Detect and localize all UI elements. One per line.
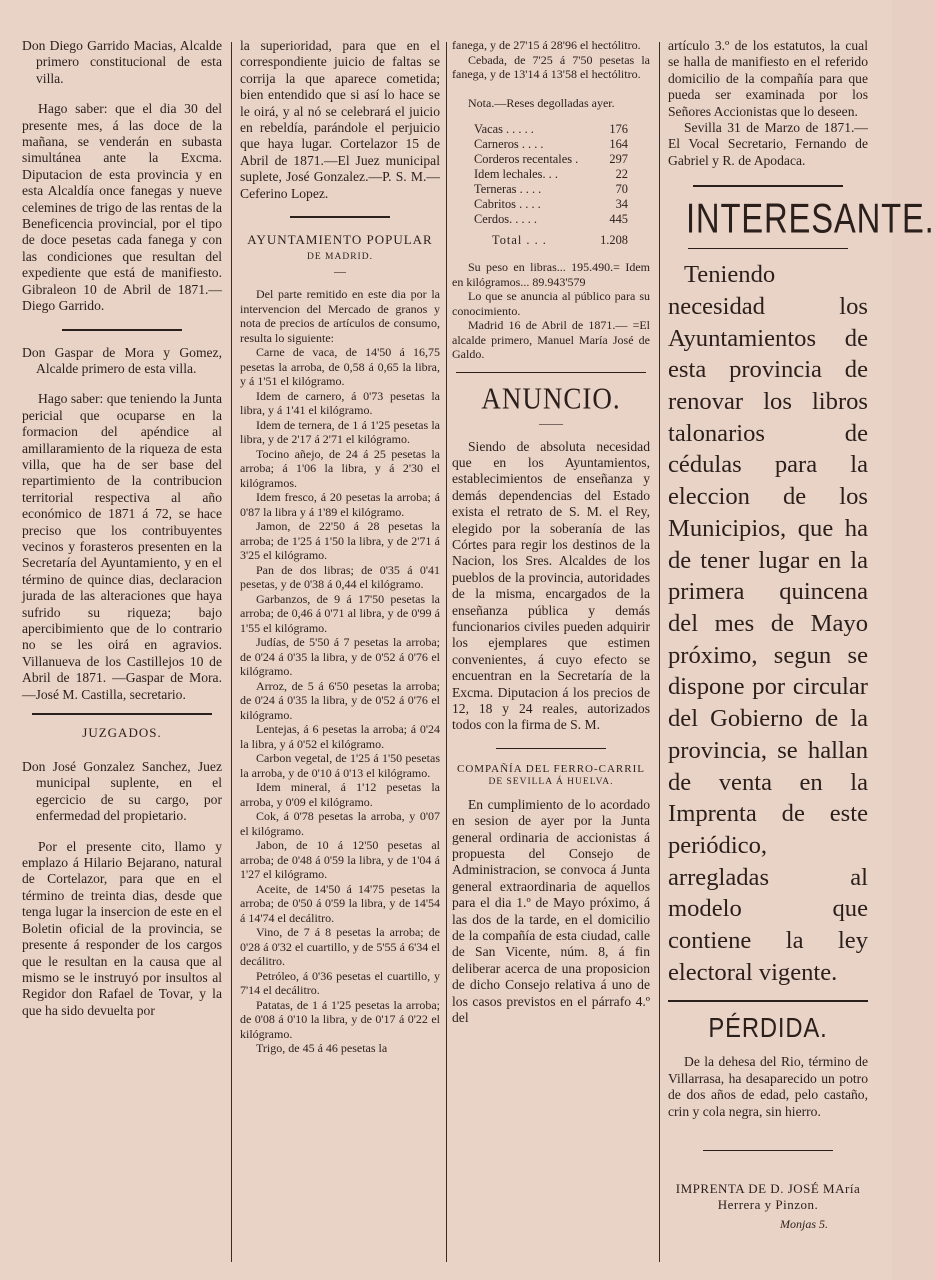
column-3 — [452, 38, 650, 1268]
price-entry: Cok, á 0'78 pesetas la arroba, y 0'07 el kilógramo. — [240, 809, 440, 838]
total-value: 1.208 — [600, 233, 628, 247]
cattle-label: Terneras . . . . — [474, 182, 542, 196]
table-row — [452, 167, 650, 182]
table-row — [452, 152, 650, 167]
price-entry: Garbanzos, de 9 á 17'50 pesetas la arroba; de 0,46 á 0'71 al libra, y de 0'99 á 1'55 el kilógramo. — [240, 591, 440, 635]
cattle-value: 176 — [609, 122, 628, 136]
column-4 — [668, 38, 935, 1268]
continuation-text: Cebada, de 7'25 á 7'50 pesetas la fanega, y de 13'14 á 13'58 el hectólitro. — [452, 52, 650, 81]
note-heading: Nota.—Reses degolladas ayer. — [468, 95, 615, 110]
separator — [688, 248, 848, 249]
separator — [693, 185, 843, 187]
price-entry: Judías, de 5'50 á 7 pesetas la arroba; de 0'24 á 0'35 la libra, y de 0'52 á 0'76 el kilógramo. — [240, 635, 440, 679]
column-divider — [231, 42, 232, 1262]
cattle-label: Cerdos. . . . . — [474, 212, 537, 226]
cattle-label: Carneros . . . . — [474, 137, 544, 151]
section-heading: AYUNTAMIENTO POPULAR — [247, 232, 433, 248]
separator — [62, 329, 182, 331]
company-body: En cumplimiento de lo acordado en sesion de ayer por la Junta general ordinaria de accionistas á propuesta del Consejo de Administracion, se convoca á Junta general extraordinaria de aquellos para el dia 1.º de Mayo próximo, á las dos de la tarde, en el domicilio de la compañía de esta ciudad, calle de San Vicente, núm. 8, á fin deliberar acerca de una proposicion de dicho Consejo relativa á uno de los casos previstos en el párrafo 4.º del — [452, 796, 650, 1026]
announce-text: Lo que se anuncia al público para su conocimiento. — [452, 289, 650, 318]
company-subheading: DE SEVILLA Á HUELVA. — [488, 776, 614, 787]
signature-text: Sevilla 31 de Marzo de 1871.—El Vocal Secretario, Fernando de Gabriel y R. de Apodaca. — [668, 120, 868, 168]
table-row — [452, 212, 650, 227]
table-row — [452, 122, 650, 137]
cattle-label: Cabritos . . . . — [474, 197, 541, 211]
price-entry: Idem mineral, á 1'12 pesetas la arroba, y 0'09 el kilógramo. — [240, 780, 440, 809]
price-entry: Jabon, de 10 á 12'50 pesetas al arroba; de 0'48 á 0'59 la libra, y de 1'04 á 1'27 el kilógramo. — [240, 838, 440, 882]
column-2 — [240, 38, 440, 1268]
price-entry: Lentejas, á 6 pesetas la arroba; á 0'24 la libra, y á 0'52 el kilógramo. — [240, 722, 440, 751]
separator — [496, 748, 606, 749]
price-entry: Pan de dos libras; de 0'35 á 0'41 pesetas, y de 0'38 á 0,44 el kilógramo. — [240, 562, 440, 592]
intro-text: Del parte remitido en este dia por la intervencion del Mercado de granos y nota de precios de artículos de consumo, resulta lo siguiente: — [240, 287, 440, 345]
perdida-body: De la dehesa del Rio, término de Villarrasa, ha desaparecido un potro de dos años de edad, pelo castaño, crin y cola negra, sin hierro. — [668, 1054, 868, 1119]
cattle-table — [452, 122, 650, 248]
price-entry: Trigo, de 45 á 46 pesetas la — [256, 1041, 388, 1056]
cattle-label: Idem lechales. . . — [474, 167, 558, 181]
perdida-title: PÉRDIDA. — [708, 1012, 828, 1044]
table-row-total — [452, 227, 650, 248]
section-heading: JUZGADOS. — [82, 725, 162, 741]
printer-address: Monjas 5. — [780, 1217, 828, 1232]
edict-header: Don Gaspar de Mora y Gomez, Alcalde primero de esta villa. — [22, 344, 222, 376]
separator — [290, 216, 390, 218]
column-divider — [446, 42, 447, 1262]
anuncio-body: Siendo de absoluta necesidad que en los Ayuntamientos, establecimientos de enseñanza y demás dependencias del Estado exista el retrato de S. M. el Rey, elegido por la soberanía de las Córtes para regir los destinos de la Nacion, los Sres. Alcaldes de los pueblos de la provincia, autoridades de la misma, encargados de la enseñanza pública y demás funcionarios civiles pueden adquirir los ejemplares que estimen convenientes, á cuyo efecto se encuentran en la Secretaría de la Excma. Diputacion á los precios de 12, 18 y 24 reales, autorizados todos con la firma de S. M. — [452, 438, 650, 733]
edict-body: Por el presente cito, llamo y emplazo á Hilario Bejarano, natural de Cortelazor, para que en el término de treinta dias, desde que tenga lugar la insercion de este en el Boletin oficial de la provincia, se presente á responder de los cargos que le resultan en la causa que al mismo se le instruyó por insultos al Regidor don Rafael de Tovar, y la que ha sido devuelta por — [22, 838, 222, 1018]
column-divider — [659, 42, 660, 1262]
dash: —— — [539, 415, 563, 430]
cattle-label: Corderos recentales . — [474, 152, 579, 166]
printer-line: IMPRENTA DE D. JOSÉ MAría Herrera y Pinzon. — [675, 1181, 861, 1213]
separator — [668, 1000, 868, 1002]
table-row — [452, 182, 650, 197]
price-entry: Vino, de 7 á 8 pesetas la arroba; de 0'28 á 0'32 el cuartillo, y de 5'55 á 6'34 el decálitro. — [240, 925, 440, 969]
company-heading: COMPAÑÍA DEL FERRO-CARRIL — [457, 762, 645, 775]
continuation-text: la superioridad, para que en el correspondiente juicio de faltas se corrija la que aparece cometida; bien entendido que si así lo hace se le oirá, y al nó se celebrará el juicio en rebeldía, parándole el perjuicio que haya lugar. Cortelazor 15 de Abril de 1871.—El Juez municipal suplete, José Gonzalez.—P. S. M.—Ceferino Lopez. — [240, 38, 440, 201]
price-entry: Carbon vegetal, de 1'25 á 1'50 pesetas la arroba, y de 0'10 á 0'13 el kilógramo. — [240, 751, 440, 780]
cattle-value: 445 — [609, 212, 628, 226]
table-row — [452, 197, 650, 212]
column-1 — [22, 38, 222, 1268]
interesante-body: Teniendo necesidad los Ayuntamientos de esta provincia de renovar los libros talonarios de cédulas para la eleccion de los Municipios, que ha de tener lugar en la primera quincena del mes de Mayo próximo, segun se dispone por circular del Gobierno de la provincia, se hallan de venta en la Imprenta de este periódico, arregladas al modelo que contiene la ley electoral vigente. — [668, 261, 868, 986]
price-list — [240, 345, 440, 1056]
cattle-value: 70 — [615, 182, 628, 196]
continuation-text: artículo 3.º de los estatutos, la cual se halla de manifiesto en el referido domicilio de la compañía para que pueda ser examinada por los Señores Accionistas que lo deseen. — [668, 38, 868, 119]
separator — [456, 372, 646, 373]
price-entry: Idem fresco, á 20 pesetas la arroba; á 0'87 la libra y á 1'89 el kilógramo. — [240, 490, 440, 519]
separator — [703, 1150, 833, 1151]
section-subheading: DE MADRID. — [307, 252, 373, 263]
edict-header: Don José Gonzalez Sanchez, Juez municipal suplente, en el egercicio de su cargo, por enfermedad del propietario. — [22, 759, 222, 824]
price-entry: Idem de carnero, á 0'73 pesetas la libra, y á 1'41 el kilógramo. — [240, 388, 440, 418]
price-entry: Arroz, de 5 á 6'50 pesetas la arroba; de 0'24 á 0'35 la libra, y de 0'52 á 0'76 el kilógramo. — [240, 678, 440, 722]
continuation-text: fanega, y de 27'15 á 28'96 el hectólitro. — [452, 38, 641, 52]
price-entry: Patatas, de 1 á 1'25 pesetas la arroba; de 0'08 á 0'10 la libra, y de 0'17 á 0'22 el kilógramo. — [240, 997, 440, 1041]
dash: — — [334, 264, 346, 279]
total-label: Total . . . — [492, 233, 547, 247]
anuncio-title: ANUNCIO. — [481, 380, 621, 415]
table-row — [452, 137, 650, 152]
edict-body: Hago saber: que teniendo la Junta pericial que ocuparse en la formacion del apéndice al amillaramiento de la riqueza de esta villa, que ha de ser base del repartimiento de la contribucion territorial respectiva al año económico de 1871 á 72, se hace preciso que los contribuyentes vecinos y forasteros presenten en la Secretaría del Ayuntamiento, y en el término de quince dias, declaracion jurada de las alteraciones que haya sufrido su riqueza; bajo apercibimiento que de lo contrario no se les oirá en agravios. Villanueva de los Castillejos 10 de Abril de 1871. —Gaspar de Mora.—José M. Castilla, secretario. — [22, 391, 222, 702]
price-entry: Jamon, de 22'50 á 28 pesetas la arroba; de 1'25 á 1'50 la libra, y de 2'71 á 3'25 el kilógramo. — [240, 519, 440, 563]
price-entry: Carne de vaca, de 14'50 á 16,75 pesetas la arroba, de 0,58 á 0,65 la libra, y á 1'51 el kilógramo. — [240, 345, 440, 389]
cattle-value: 164 — [609, 137, 628, 151]
price-entry: Aceite, de 14'50 á 14'75 pesetas la arroba; de 0'50 á 0'59 la libra, y de 14'54 á 14'74 el decálitro. — [240, 881, 440, 925]
price-entry: Petróleo, á 0'36 pesetas el cuartillo, y 7'14 el decálitro. — [240, 968, 440, 998]
edict-body: Hago saber: que el dia 30 del presente mes, á las doce de la mañana, se venderán en subasta simultánea ante la Excma. Diputacion de esta provincia y en esta Alcaldía once fanegas y nueve celemines de trigo de las rentas de la Beneficencia provincial, por el tipo de doce pesetas cada fanega y con las condiciones que resultan del expediente que está de manifiesto. Gibraleon 10 de Abril de 1871.—Diego Garrido. — [22, 101, 222, 314]
signature-text: Madrid 16 de Abril de 1871.— =El alcalde primero, Manuel María José de Galdo. — [452, 318, 650, 361]
cattle-label: Vacas . . . . . — [474, 122, 534, 136]
price-entry: Idem de ternera, de 1 á 1'25 pesetas la libra, y de 2'17 á 2'71 el kilógramo. — [240, 417, 440, 447]
separator — [32, 713, 212, 715]
edict-header: Don Diego Garrido Macias, Alcalde primero constitucional de esta villa. — [22, 38, 222, 86]
interesante-title: INTERESANTE. — [686, 196, 935, 243]
cattle-value: 297 — [609, 152, 628, 166]
weight-text: Su peso en libras... 195.490.= Idem en kilógramos... 89.943'579 — [452, 260, 650, 289]
price-entry: Tocino añejo, de 24 á 25 pesetas la arroba; á 1'06 la libra, y á 2'30 el kilógramos. — [240, 446, 440, 490]
cattle-value: 34 — [615, 197, 628, 211]
cattle-value: 22 — [615, 167, 628, 181]
